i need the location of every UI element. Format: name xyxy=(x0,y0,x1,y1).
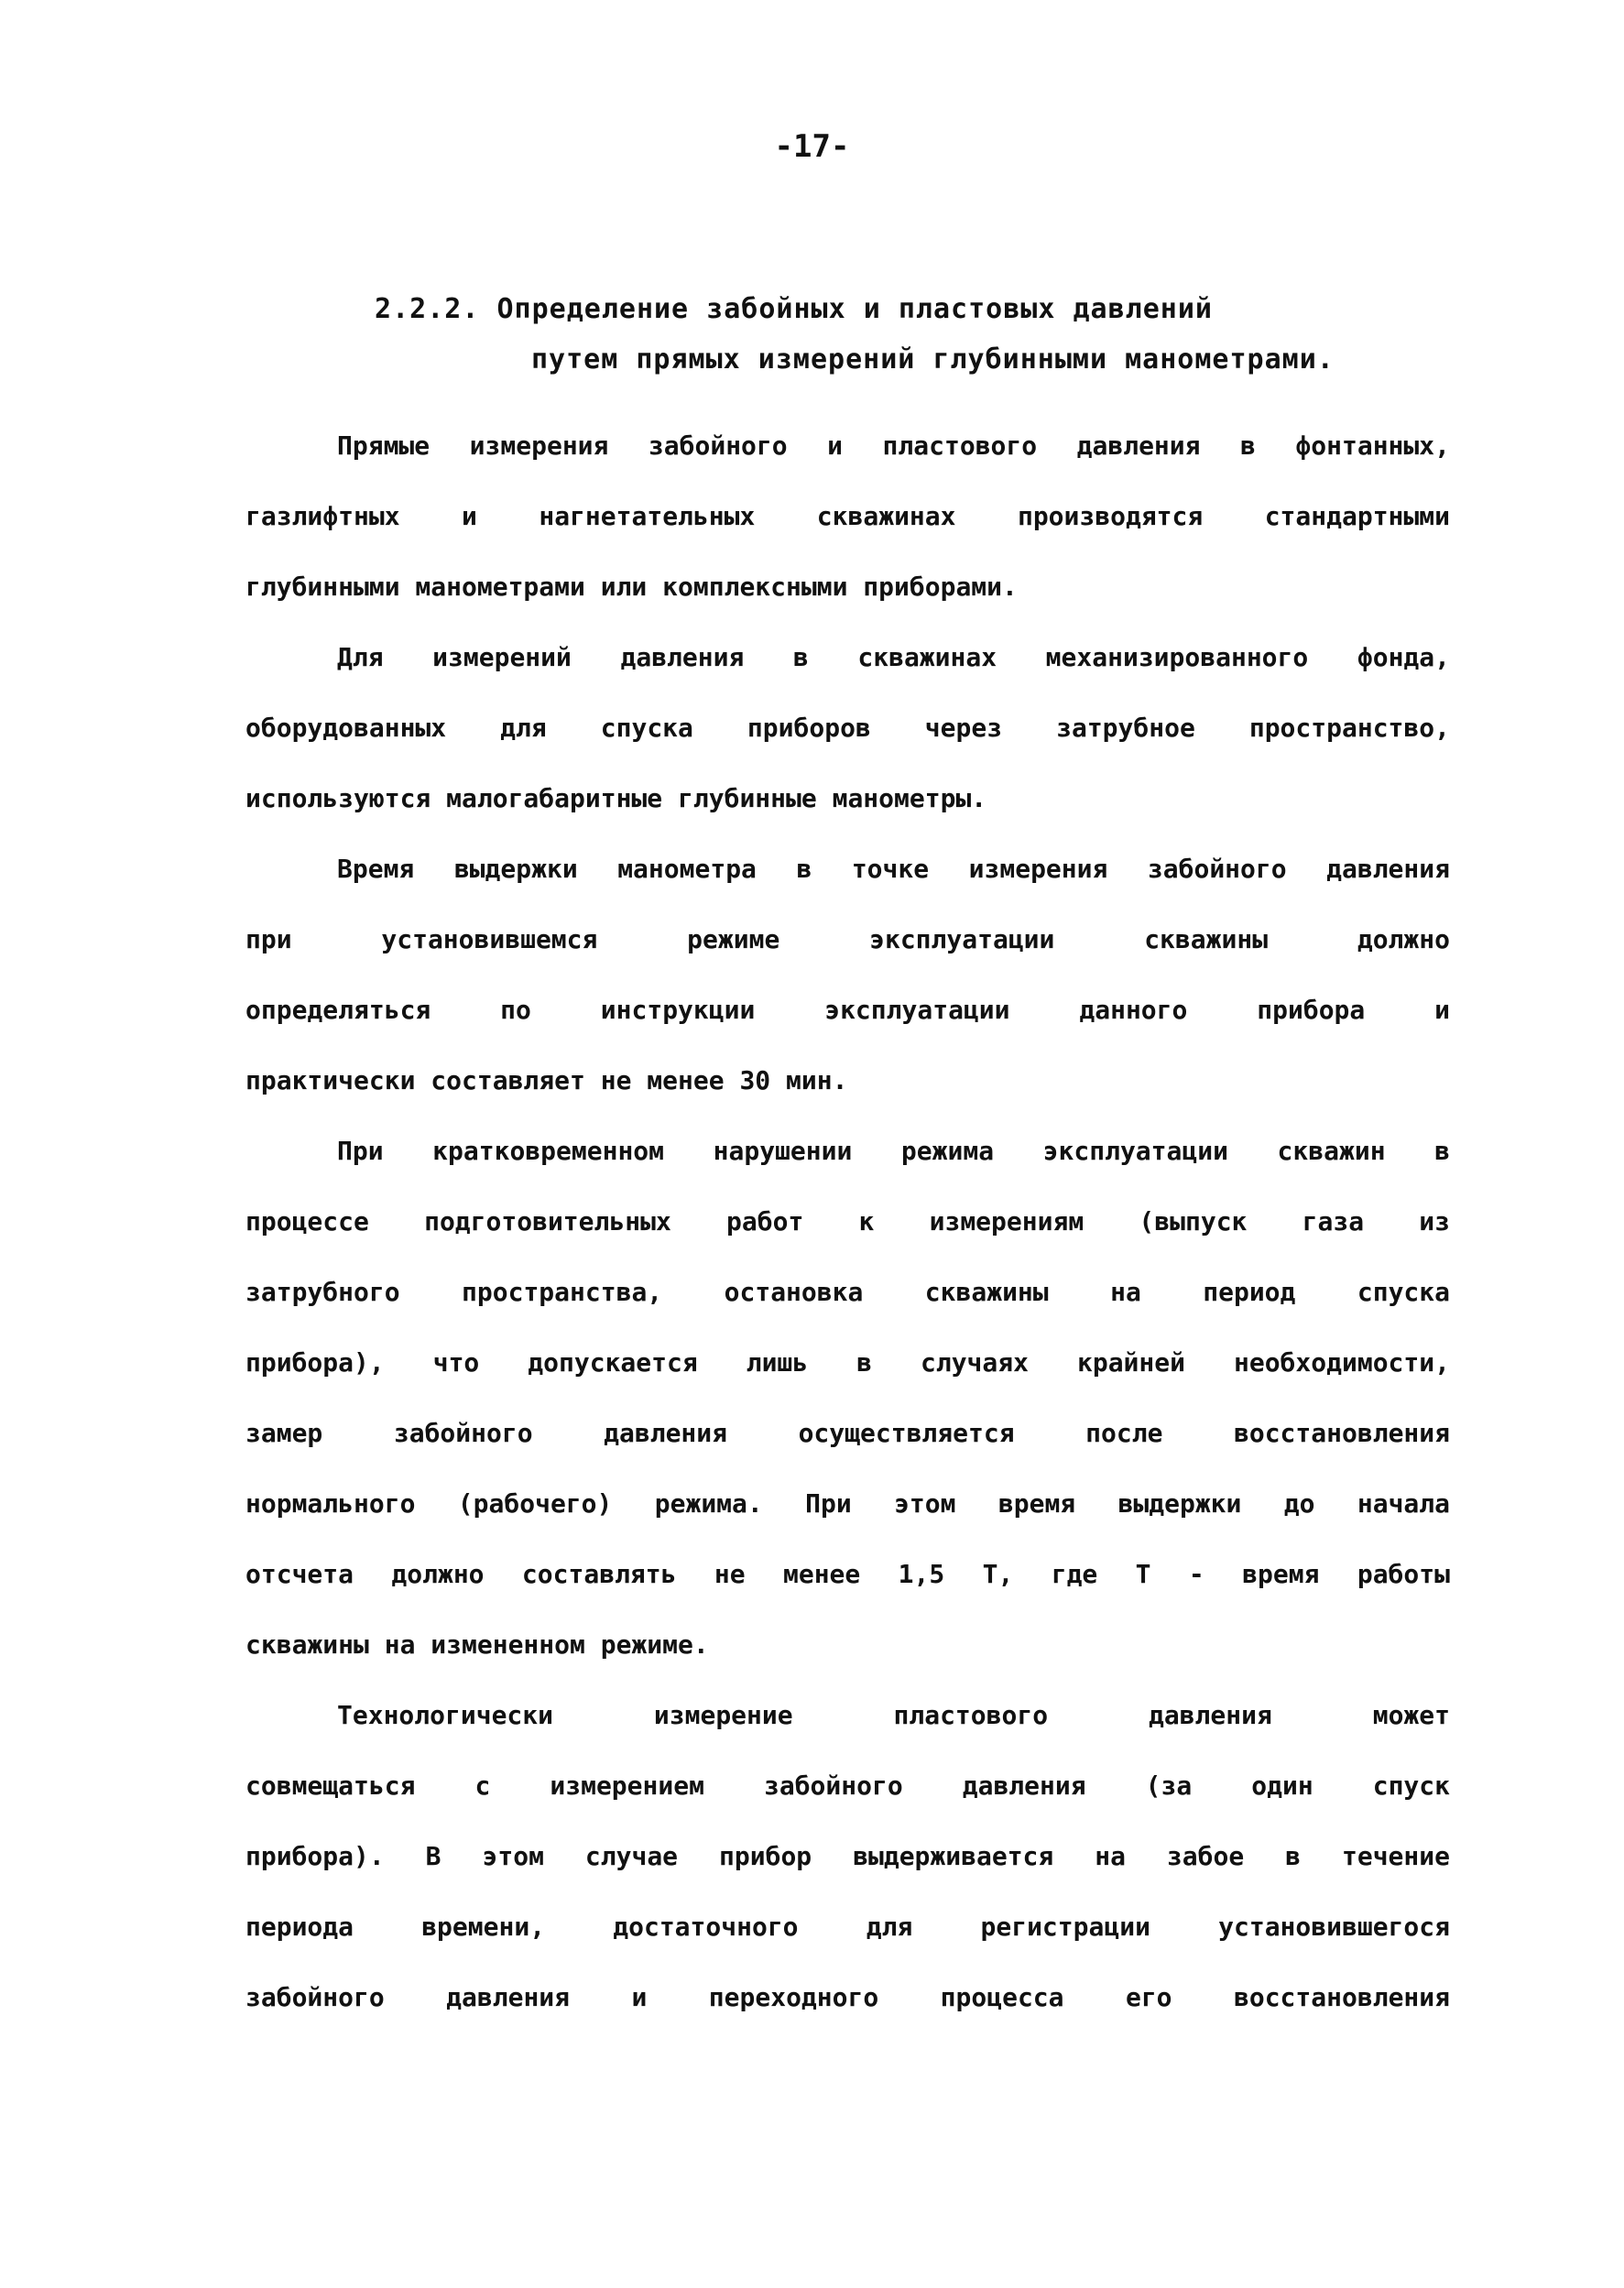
text-line: совмещаться с измерением забойного давления (за один спуск xyxy=(245,1770,1450,1801)
text-line: затрубного пространства, остановка скважины на период спуска xyxy=(245,1277,1450,1307)
text-line: глубинными манометрами или комплексными приборами. xyxy=(245,572,1018,602)
text-line: используются малогабаритные глубинные манометры. xyxy=(245,783,987,813)
text-line: Для измерений давления в скважинах механизированного фонда, xyxy=(337,642,1450,672)
text-line: прибора), что допускается лишь в случаях крайней необходимости, xyxy=(245,1347,1450,1378)
text-line: при установившемся режиме эксплуатации скважины должно xyxy=(245,924,1450,954)
section-heading-line-1: 2.2.2. Определение забойных и пластовых давлений xyxy=(375,293,1213,325)
text-line: нормального (рабочего) режима. При этом время выдержки до начала xyxy=(245,1488,1450,1519)
text-line: газлифтных и нагнетательных скважинах производятся стандартными xyxy=(245,501,1450,531)
text-line: Время выдержки манометра в точке измерения забойного давления xyxy=(337,854,1450,884)
text-line: периода времени, достаточного для регистрации установившегося xyxy=(245,1912,1450,1942)
text-line: отсчета должно составлять не менее 1,5 Т, где Т - время работы xyxy=(245,1559,1450,1589)
text-line: замер забойного давления осуществляется после восстановления xyxy=(245,1418,1450,1448)
page-number: -17- xyxy=(774,128,850,165)
text-line: процессе подготовительных работ к измерениям (выпуск газа из xyxy=(245,1206,1450,1237)
text-line: оборудованных для спуска приборов через затрубное пространство, xyxy=(245,713,1450,743)
text-line: определяться по инструкции эксплуатации данного прибора и xyxy=(245,995,1450,1025)
text-line: прибора). В этом случае прибор выдерживается на забое в течение xyxy=(245,1841,1450,1871)
text-line: практически составляет не менее 30 мин. xyxy=(245,1065,848,1095)
text-line: Прямые измерения забойного и пластового давления в фонтанных, xyxy=(337,430,1450,461)
body-text xyxy=(245,410,1450,2032)
text-line: забойного давления и переходного процесса его восстановления xyxy=(245,1982,1450,2012)
section-heading-line-2: путем прямых измерений глубинными манометрами. xyxy=(531,343,1335,376)
text-line: При кратковременном нарушении режима эксплуатации скважин в xyxy=(337,1136,1450,1166)
text-line: скважины на измененном режиме. xyxy=(245,1629,709,1660)
text-line: Технологически измерение пластового давления может xyxy=(337,1700,1450,1730)
